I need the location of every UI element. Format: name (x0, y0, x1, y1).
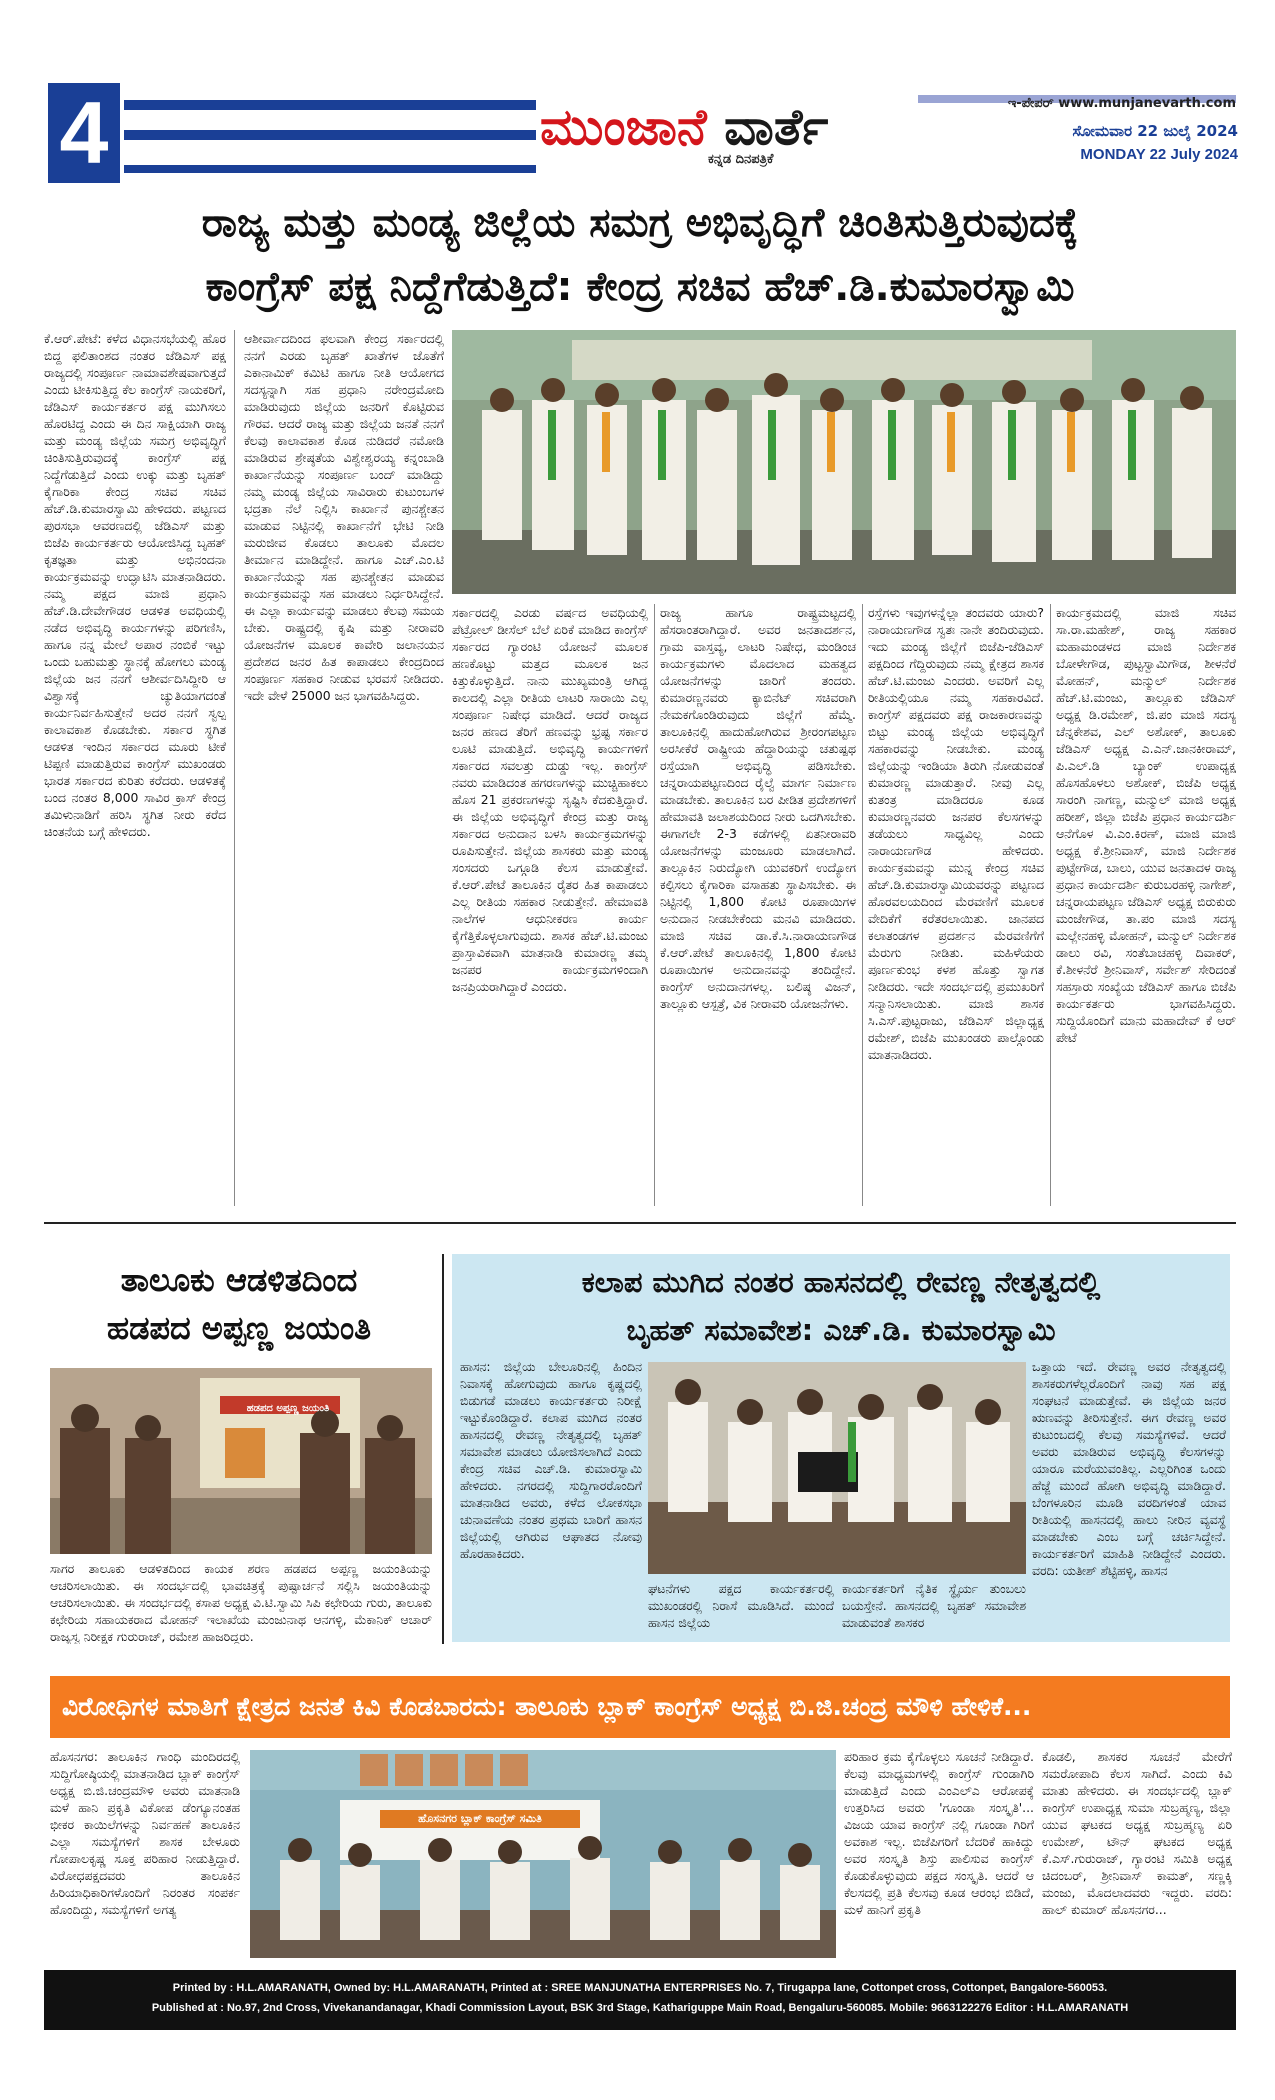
headline-line: ತಾಲೂಕು ಆಡಳಿತದಿಂದ (120, 1261, 358, 1299)
news-photo (250, 1750, 836, 1958)
page-number: 4 (48, 83, 120, 183)
headline-line: ಬೃಹತ್ ಸಮಾವೇಶ: ಎಚ್.ಡಿ. ಕುಮಾರಸ್ವಾಮಿ (626, 1313, 1056, 1347)
photo-crowd-on-stage (452, 330, 1236, 594)
column-divider (654, 604, 655, 1206)
masthead-rule (124, 165, 536, 173)
story-headline (44, 1256, 434, 1352)
news-photo (452, 330, 1236, 594)
article-column: ಕೆ.ಆರ್.ಪೇಟೆ: ಕಳೆದ ವಿಧಾನಸಭೆಯಲ್ಲಿ ಹೊರ ಬಿದ್ದ ಫಲಿತಾಂಶದ ನಂತರ ಜೆಡಿಎಸ್ ಪಕ್ಷ ರಾಜ್ಯದಲ್ಲಿ ಸಂಪೂರ್ಣ ನಾಮಾವಶೇಷವಾಗುತ್ತದೆ ಎಂದು ಟೀಕಿಸುತ್ತಿದ್ದ ಕೆಲ ಕಾಂಗ್ರೆಸ್ ನಾಯಕರಿಗೆ, ಜೆಡಿಎಸ್ ಕಾರ್ಯಕರ್ತರ ಪಕ್ಷ ಮುಗಿಸಲು ಹೊರಟಿದ್ದ ಎಂದು ಈ ದಿನ ಸಾಕ್ಷಿಯಾಗಿ ರಾಜ್ಯ ಮತ್ತು ಮಂಡ್ಯ ಜಿಲ್ಲೆಯ ಸಮಗ್ರ ಅಭಿವೃದ್ಧಿಗೆ ಚಿಂತಿಸುತ್ತಿರುವುದಕ್ಕೆ ಕಾಂಗ್ರೆಸ್ ಪಕ್ಷ ನಿದ್ದೆಗೆಡುತ್ತಿದೆ ಎಂದು ಉಕ್ಕು ಮತ್ತು ಬೃಹತ್ ಕೈಗಾರಿಕಾ ಕೇಂದ್ರ ಸಚಿವ ಸಚಿವ ಹೆಚ್.ಡಿ.ಕುಮಾರಸ್ವಾಮಿ ಹೇಳಿದರು. ಪಟ್ಟಣದ ಪುರಸಭಾ ಆವರಣದಲ್ಲಿ ಜೆಡಿಎಸ್ ಮತ್ತು ಬಿಜೆಪಿ ಕಾರ್ಯಕರ್ತರು ಆಯೋಜಿಸಿದ್ದ ಬೃಹತ್ ಕೃತಜ್ಞತಾ ಮತ್ತು ಅಭಿನಂದನಾ ಕಾರ್ಯಕ್ರಮವನ್ನು ಉದ್ಘಾಟಿಸಿ ಮಾತನಾಡಿದರು. ನಮ್ಮ ಪಕ್ಷದ ಮಾಜಿ ಪ್ರಧಾನಿ ಹೆಚ್.ಡಿ.ದೇವೇಗೌಡರ ಆಡಳಿತ ಅವಧಿಯಲ್ಲಿ ನಡೆದ ಅಭಿವೃದ್ಧಿ ಕಾರ್ಯಗಳನ್ನು ಪರಿಗಣಿಸಿ, ಹಾಗೂ ನನ್ನ ಮೇಲೆ ಅಪಾರ ನಂಬಿಕೆ ಇಟ್ಟು ಒಂದು ಬಹುಮತ್ತು ಸ್ಥಾನಕ್ಕೆ ಹೋಗಲು ಮಂಡ್ಯ ಜಿಲ್ಲೆಯ ಜನ ನನಗೆ ಆಶೀರ್ವದಿಸಿದ್ದೀರಿ ಆ ವಿಶ್ವಾಸಕ್ಕೆ ಚ್ಯುತಿಯಾಗದಂತೆ ಕಾರ್ಯನಿರ್ವಹಿಸುತ್ತೇನೆ ಅದರ ನನಗೆ ಸ್ವಲ್ಪ ಕಾಲಾವಕಾಶ ಕೊಡಬೇಕು. ಸರ್ಕಾರ ಸ್ಥಗಿತ ಆಡಳಿತ ಇಂದಿನ ಸರ್ಕಾರದ ಮೂರು ಟೀಕೆ ಟಿಪ್ಪಣಿ ಮಾಡುತ್ತಿರುವ ಕಾಂಗ್ರೆಸ್ ಮುಖಂಡರು ಭಾರತ ಸರ್ಕಾರದ ಕುರಿತು ಕರೆದರು. ಆಡಳಿತಕ್ಕೆ ಬಂದ ನಂತರ 8,000 ಸಾವಿರ ಕ್ರಾಸ್ ಕೇಂದ್ರ ತಮಿಳುನಾಡಿಗೆ ಹರಿಸಿ ಸ್ಥಗಿತ ನೀರು ಕರೆದ ಚಿಂತನೆಯ ಬಗ್ಗೆ ಹೇಳಿದರು. (44, 331, 226, 839)
headline-line: ಕಲಾಪ ಮುಗಿದ ನಂತರ ಹಾಸನದಲ್ಲಿ ರೇವಣ್ಣ ನೇತೃತ್ವದಲ್ಲಿ (581, 1265, 1101, 1299)
imprint-line: Published at : No.97, 2nd Cross, Vivekanandanagar, Khadi Commission Layout, BSK 3rd Stage, Kathariguppe Main Road, Bengaluru-560085. Mobile: 9663122276 Editor : H.L.AMARANATH (151, 2002, 1129, 2014)
photo-banner-text: ಹೊಸನಗರ ಬ್ಲಾಕ್ ಕಾಂಗ್ರೆಸ್ ಸಮಿತಿ (418, 1812, 542, 1825)
article-column: ಒತ್ತಾಯ ಇದೆ. ರೇವಣ್ಣ ಅವರ ನೇತೃತ್ವದಲ್ಲಿ ಶಾಸಕರುಗಳೆಲ್ಲರೊಂದಿಗೆ ನಾವು ಸಹ ಪಕ್ಷ ಸಂಘಟನೆ ಮಾಡುತ್ತೇವೆ. ಈ ಜಿಲ್ಲೆಯ ಜನರ ಋಣವನ್ನು ತೀರಿಸುತ್ತೇನೆ. ಈಗ ರೇವಣ್ಣ ಅವರ ಕುಟುಂಬದಲ್ಲಿ ಕೆಲವು ಸಮಸ್ಯೆಗಳಿವೆ. ಆದರೆ ಅವರು ಮಾಡಿರುವ ಅಭಿವೃದ್ಧಿ ಕೆಲಸಗಳನ್ನು ಯಾರೂ ಮರೆಯುವಂತಿಲ್ಲ. ಎಲ್ಲರಿಗಿಂತ ಒಂದು ಹೆಜ್ಜೆ ಮುಂದೆ ಹೋಗಿ ಅಭಿವೃದ್ಧಿ ಮಾಡಿದ್ದಾರೆ. ಬೆಂಗಳೂರಿನ ಮೂಡಿ ವರದಿಗಳಂತೆ ಯಾವ ರೀತಿಯಲ್ಲಿ ಹಾಸನದಲ್ಲಿ ಹಾಲು ನೀರಿನ ವ್ಯವಸ್ಥೆ ಮಾಡಬೇಕು ಎಂಬ ಬಗ್ಗೆ ಚರ್ಚಿಸಿದ್ದೇನೆ. ಕಾರ್ಯಕರ್ತರಿಗೆ ಮಾಹಿತಿ ನೀಡಿದ್ದೇನೆ ಎಂದರು. ವರದಿ: ಯತೀಶ್ ಶೆಟ್ಟಿಹಳ್ಳಿ, ಹಾಸನ (1032, 1359, 1226, 1578)
date-kannada: ಸೋಮವಾರ 22 ಜುಲೈ 2024 (1072, 122, 1238, 140)
main-headline: ರಾಜ್ಯ ಮತ್ತು ಮಂಡ್ಯ ಜಿಲ್ಲೆಯ ಸಮಗ್ರ ಅಭಿವೃದ್ಧಿಗೆ ಚಿಂತಿಸುತ್ತಿರುವುದಕ್ಕೆ (201, 200, 1079, 246)
article-column: ರಸ್ತೆಗಳು ಇವುಗಳನ್ನೆಲ್ಲಾ ತಂದವರು ಯಾರು? ನಾರಾಯಣಗೌಡ ಸ್ವತಃ ನಾನೇ ತಂದಿರುವುದು. ಇದು ಮಂಡ್ಯ ಜಿಲ್ಲೆಗೆ ಬಿಜೆಪಿ-ಜೆಡಿಎಸ್ ಪಕ್ಷದಿಂದ ಗೆದ್ದಿರುವುದು ನಮ್ಮ ಕ್ಷೇತ್ರದ ಶಾಸಕ ಹೆಚ್.ಟಿ.ಮಂಜು ಎಂದರು. ಅವರಿಗೆ ಎಲ್ಲ ರೀತಿಯಲ್ಲಿಯೂ ನಮ್ಮ ಸಹಕಾರವಿದೆ. ಕಾಂಗ್ರೆಸ್ ಪಕ್ಷದವರು ಪಕ್ಷ ರಾಜಕಾರಣವನ್ನು ಬಿಟ್ಟು ಮಂಡ್ಯ ಜಿಲ್ಲೆಯ ಅಭಿವೃದ್ಧಿಗೆ ಸಹಕಾರವನ್ನು ನೀಡಬೇಕು. ಮಂಡ್ಯ ಜಿಲ್ಲೆಯನ್ನು ಇಂಡಿಯಾ ತಿರುಗಿ ನೋಡುವಂತೆ ಕುಮಾರಣ್ಣ ಮಾಡುತ್ತಾರೆ. ನೀವು ಎಲ್ಲ ಕುತಂತ್ರ ಮಾಡಿದರೂ ಕೂಡ ಕುಮಾರಣ್ಣನವರು ಜನಪರ ಕೆಲಸಗಳನ್ನು ತಡೆಯಲು ಸಾಧ್ಯವಿಲ್ಲ ಎಂದು ನಾರಾಯಣಗೌಡ ಹೇಳಿದರು. ಕಾರ್ಯಕ್ರಮವನ್ನು ಮುನ್ನ ಕೇಂದ್ರ ಸಚಿವ ಹೆಚ್.ಡಿ.ಕುಮಾರಸ್ವಾಮಿಯವರನ್ನು ಪಟ್ಟಣದ ಹೊರವಲಯದಿಂದ ಮೆರವಣಿಗೆ ಮೂಲಕ ವೇದಿಕೆಗೆ ಕರೆತರಲಾಯಿತು. ಜಾನಪದ ಕಲಾತಂಡಗಳ ಪ್ರದರ್ಶನ ಮೆರವಣಿಗೆಗೆ ಮೆರುಗು ನೀಡಿತು. ಮಹಿಳೆಯರು ಪೂರ್ಣಕುಂಭ ಕಳಶ ಹೊತ್ತು ಸ್ವಾಗತ ನೀಡಿದರು. ಇದೇ ಸಂದರ್ಭದಲ್ಲಿ ಪ್ರಮುಖರಿಗೆ ಸನ್ಮಾನಿಸಲಾಯಿತು. ಮಾಜಿ ಶಾಸಕ ಸಿ.ಎಸ್.ಪುಟ್ಟರಾಜು, ಜೆಡಿಎಸ್ ಜಿಲ್ಲಾಧ್ಯಕ್ಷ ರಮೇಶ್, ಬಿಜೆಪಿ ಮುಖಂಡರು ಪಾಲ್ಗೊಂಡು ಮಾತನಾಡಿದರು. (868, 605, 1044, 1062)
article-column: ಕಾರ್ಯಕ್ರಮದಲ್ಲಿ ಮಾಜಿ ಸಚಿವ ಸಾ.ರಾ.ಮಹೇಶ್, ರಾಜ್ಯ ಸಹಕಾರ ಮಹಾಮಂಡಳದ ಮಾಜಿ ನಿರ್ದೇಶಕ ಬೋಳೇಗೌಡ, ಪುಟ್ಟಸ್ವಾಮಿಗೌಡ, ಶೀಳನೆರೆ ಮೋಹನ್, ಮನ್ಮುಲ್ ನಿರ್ದೇಶಕ ಹೆಚ್.ಟಿ.ಮಂಜು, ತಾಲ್ಲೂಕು ಜೆಡಿಎಸ್ ಅಧ್ಯಕ್ಷ ಡಿ.ರಮೇಶ್, ಜಿ.ಪಂ ಮಾಜಿ ಸದಸ್ಯ ಚೆನ್ನಕೇಶವ, ಎಲ್ ಅಶೋಕ್, ತಾಲೂಕು ಜೆಡಿಎಸ್ ಅಧ್ಯಕ್ಷ ಎ.ಎನ್.ಜಾನಕೀರಾಮ್, ಪಿ.ಎಲ್.ಡಿ ಬ್ಯಾಂಕ್ ಉಪಾಧ್ಯಕ್ಷ ಹೊಸಹೊಳಲು ಅಶೋಕ್, ಬಿಜೆಪಿ ಅಧ್ಯಕ್ಷ ಸಾರಂಗಿ ನಾಗಣ್ಣ, ಮನ್ಮುಲ್ ಮಾಜಿ ಅಧ್ಯಕ್ಷ ಹರೀಶ್, ಜಿಲ್ಲಾ ಬಿಜೆಪಿ ಪ್ರಧಾನ ಕಾರ್ಯದರ್ಶಿ ಆನೆಗೊಳ ವಿ.ಎಂ.ಕಿರಣ್, ಮಾಜಿ ಮಾಜಿ ಅಧ್ಯಕ್ಷ ಕೆ.ಶ್ರೀನಿವಾಸ್, ಮಾಜಿ ನಿರ್ದೇಶಕ ಪುಟ್ಟೇಗೌಡ, ಬಾಲು, ಯುವ ಜನತಾದಳ ರಾಜ್ಯ ಪ್ರಧಾನ ಕಾರ್ಯದರ್ಶಿ ಕುರುಬರಹಳ್ಳಿ ನಾಗೇಶ್, ಚನ್ನರಾಯಪಟ್ಟಣ ಜೆಡಿಎಸ್ ಅಧ್ಯಕ್ಷ ಬಿರುಕುರು ಮಂಜೇಗೌಡ, ತಾ.ಪಂ ಮಾಜಿ ಸದಸ್ಯ ಮಲ್ಲೇನಹಳ್ಳಿ ಮೋಹನ್, ಮನ್ಮುಲ್ ನಿರ್ದೇಶಕ ಡಾಲು ರವಿ, ಸಂತೆಬಾಚಹಳ್ಳಿ ದಿವಾಕರ್, ಕೆ.ಶೀಳನೆರೆ ಶ್ರೀನಿವಾಸ್, ಸರ್ವೇಶ್ ಸೇರಿದಂತೆ ಸಹಸ್ರಾರು ಸಂಖ್ಯೆಯ ಜೆಡಿಎಸ್ ಹಾಗೂ ಬಿಜೆಪಿ ಕಾರ್ಯಕರ್ತರು ಭಾಗವಹಿಸಿದ್ದರು. ಸುದ್ದಿಯೊಂದಿಗೆ ಮಾನು ಮಹಾದೇವ್ ಕೆ ಆರ್ ಪೇಟೆ (1056, 605, 1236, 1045)
story-headline (452, 1258, 1230, 1354)
photo-caption: ಕಾರ್ಯಕರ್ತರಿಗೆ ನೈತಿಕ ಸ್ಥೈರ್ಯ ತುಂಬಲು ಬಯಸ್ತೇನೆ. ಹಾಸನದಲ್ಲಿ ಬೃಹತ್ ಸಮಾವೇಶ ಮಾಡುವಂತೆ ಶಾಸಕರ (842, 1581, 1026, 1630)
imprint-footer (44, 1970, 1236, 2030)
section-divider (442, 1254, 444, 1644)
main-headline: ಕಾಂಗ್ರೆಸ್ ಪಕ್ಷ ನಿದ್ದೆಗೆಡುತ್ತಿದೆ: ಕೇಂದ್ರ ಸಚಿವ ಹೆಚ್.ಡಿ.ಕುಮಾರಸ್ವಾಮಿ (205, 264, 1075, 310)
logo-word-black: ವಾರ್ತೆ (724, 98, 829, 156)
column-divider (1050, 604, 1051, 1206)
column-divider (234, 330, 235, 1206)
article-column: ಪರಿಹಾರ ಕ್ರಮ ಕೈಗೊಳ್ಳಲು ಸೂಚನೆ ನೀಡಿದ್ದಾರೆ. ಕೆಲವು ಮಾಧ್ಯಮಗಳಲ್ಲಿ ಕಾಂಗ್ರೆಸ್ ಗುಂಡಾಗಿರಿ ಮಾಡುತ್ತಿದೆ ಎಂದು ಎಂಎಲ್ಎ ಆರೋಪಕ್ಕೆ ಉತ್ತರಿಸಿದ ಅವರು 'ಗೂಂಡಾ ಸಂಸ್ಕೃತಿ'... ವಿಜಯ ಯಾವ ಕಾಂಗ್ರೆಸ್ ನಲ್ಲಿ ಗೂಂಡಾ ಗಿರಿಗೆ ಅವಕಾಶ ಇಲ್ಲ. ಬಿಜೆಪಿಗರಿಗೆ ಬೆದರಿಕೆ ಹಾಕಿದ್ದು ಅವರ ಸಂಸ್ಕೃತಿ ಶಿಸ್ತು ಪಾಲಿಸುವ ಕಾಂಗ್ರೆಸ್ ಕೊಡುಕೊಳ್ಳುವುದು ಪಕ್ಷದ ಸಂಸ್ಕೃತಿ. ಆದರೆ ಆ ಕೆಲಸದಲ್ಲಿ ಪ್ರತಿ ಕೆಲಸವು ಕೂಡ ಆರಂಭ ಬಿಡಿದೆ, ಮಳೆ ಹಾನಿಗೆ ಪ್ರಕೃತಿ (844, 1749, 1034, 1917)
newspaper-logo (540, 96, 880, 158)
epaper-link[interactable]: ಇ-ಪೇಪರ್ www.munjanevarth.com (1007, 96, 1236, 111)
headline-line: ಹಡಪದ ಅಪ್ಪಣ್ಣ ಜಯಂತಿ (106, 1309, 372, 1347)
photo-caption: ಘಟನೆಗಳು ಪಕ್ಷದ ಕಾರ್ಯಕರ್ತರಲ್ಲಿ ಮುಖಂಡರಲ್ಲಿ ನಿರಾಸೆ ಮೂಡಿಸಿದೆ. ಮುಂದೆ ಹಾಸನ ಜಿಲ್ಲೆಯ (648, 1581, 834, 1630)
column-divider (862, 604, 863, 1206)
photo-banner-text: ಹಡಪದ ಅಪ್ಪಣ್ಣ ಜಯಂತಿ (246, 1403, 330, 1414)
article-column: ರಾಜ್ಯ ಹಾಗೂ ರಾಷ್ಟ್ರಮಟ್ಟದಲ್ಲಿ ಹೆಸರಾಂತರಾಗಿದ್ದಾರೆ. ಅವರ ಜನತಾದರ್ಶನ, ಗ್ರಾಮ ವಾಸ್ತವ್ಯ, ಲಾಟರಿ ನಿಷೇಧ, ಮಂಡಿಂಚ ಕಾರ್ಯಕ್ರಮಗಳು ಮೊದಲಾದ ಮಹತ್ವದ ಯೋಜನೆಗಳನ್ನು ಜಾರಿಗೆ ತಂದರು. ಕುಮಾರಣ್ಣನವರು ಕ್ಯಾಬಿನೆಟ್ ಸಚಿವರಾಗಿ ನೇಮಕಗೊಂಡಿರುವುದು ಜಿಲ್ಲೆಗೆ ಹೆಮ್ಮೆ. ತಾಲೂಕಿನಲ್ಲಿ ಹಾದುಹೋಗಿರುವ ಶ್ರೀರಂಗಪಟ್ಟಣ ಅರಸೀಕೆರೆ ರಾಷ್ಟ್ರೀಯ ಹೆದ್ದಾರಿಯನ್ನು ಚತುಷ್ಪಥ ರಸ್ತೆಯಾಗಿ ಅಭಿವೃದ್ಧಿ ಪಡಿಸಬೇಕು. ಚನ್ನರಾಯಪಟ್ಟಣದಿಂದ ರೈಲ್ವೆ ಮಾರ್ಗ ನಿರ್ಮಾಣ ಮಾಡಬೇಕು. ತಾಲೂಕಿನ ಬರ ಪೀಡಿತ ಪ್ರದೇಶಗಳಿಗೆ ಹೇಮಾವತಿ ಜಲಾಶಯದಿಂದ ನೀರು ಒದಗಿಸಬೇಕು. ಈಗಾಗಲೇ 2-3 ಕಡೆಗಳಲ್ಲಿ ಏತನೀರಾವರಿ ಯೋಜನೆಗಳನ್ನು ಮಂಜೂರು ಮಾಡಲಾಗಿದೆ. ತಾಲ್ಲೂಕಿನ ನಿರುದ್ಯೋಗಿ ಯುವಕರಿಗೆ ಉದ್ಯೋಗ ಕಲ್ಪಿಸಲು ಕೈಗಾರಿಕಾ ವಸಾಹತು ಸ್ಥಾಪಿಸಬೇಕು. ಈ ನಿಟ್ಟಿನಲ್ಲಿ 1,800 ಕೋಟಿ ರೂಪಾಯಿಗಳ ಅನುದಾನ ನೀಡಬೇಕೆಂದು ಮನವಿ ಮಾಡಿದರು. ಮಾಜಿ ಸಚಿವ ಡಾ.ಕೆ.ಸಿ.ನಾರಾಯಣಗೌಡ ಕೆ.ಆರ್.ಪೇಟೆ ತಾಲೂಕಿನಲ್ಲಿ 1,800 ಕೋಟಿ ರೂಪಾಯಿಗಳ ಅನುದಾನವನ್ನು ತಂದಿದ್ದೇನೆ. ಕಾಂಗ್ರೆಸ್ ಅನುದಾನಗಳಲ್ಲ. ಬಲಿಷ್ಠ ವಿಜನ್, ತಾಲ್ಲೂಕು ಆಸ್ಪತ್ರೆ, ವಿಕ ನೀರಾವರಿ ಯೋಜನೆಗಳು. (660, 605, 856, 1011)
story-headline: ವಿರೋಧಿಗಳ ಮಾತಿಗೆ ಕ್ಷೇತ್ರದ ಜನತೆ ಕಿವಿ ಕೊಡಬಾರದು: ತಾಲೂಕು ಬ್ಲಾಕ್ ಕಾಂಗ್ರೆಸ್ ಅಧ್ಯಕ್ಷ ಬಿ.ಜಿ.ಚಂದ್ರ ಮೌಳಿ ಹೇಳಿಕೆ... (62, 1692, 1032, 1721)
masthead-rule (124, 130, 536, 140)
article-column: ಕೊಡಲಿ, ಶಾಸಕರ ಸೂಚನೆ ಮೇರೆಗೆ ಸಮರೋಪಾದಿ ಕೆಲಸ ಸಾಗಿದೆ. ಎಂದು ಕಿವಿ ಮಾತು ಹೇಳಿದರು. ಈ ಸಂದರ್ಭದಲ್ಲಿ ಬ್ಲಾಕ್ ಕಾಂಗ್ರೆಸ್ ಉಪಾಧ್ಯಕ್ಷ ಸುಮಾ ಸುಬ್ರಹ್ಮಣ್ಯ, ಜಿಲ್ಲಾ ಯುವ ಘಟಕದ ಅಧ್ಯಕ್ಷ ಸುಬ್ರಹ್ಮಣ್ಯ ಏರಿ ಉಮೇಶ್, ಟೌನ್ ಘಟಕದ ಅಧ್ಯಕ್ಷ ಕೆ.ಎಸ್.ಗುರುರಾಜ್, ಗ್ಯಾರಂಟಿ ಸಮಿತಿ ಅಧ್ಯಕ್ಷ ಚಿದಂಬರ್, ಶ್ರೀನಿವಾಸ್ ಕಾಮತ್, ಸಣ್ಣಕ್ಕಿ ಮಂಜು, ಮೊದಲಾದವರು ಇದ್ದರು. ವರದಿ: ಹಾಲ್ ಕುಮಾರ್ ಹೊಸನಗರ... (1042, 1749, 1232, 1917)
logo-word-red: ಮುಂಜಾನೆ (540, 98, 707, 156)
photo-congress-press-meet (250, 1750, 836, 1958)
imprint-line: Printed by : H.L.AMARANATH, Owned by: H.L.AMARANATH, Printed at : SREE MANJUNATHA ENTERPRISES No. 7, Tirugappa lane, Cottonpet cross, Cottonpet, Bangalore-560053. (172, 1982, 1108, 1994)
photo-jayanti-program (50, 1368, 432, 1554)
article-column: ಹೊಸನಗರ: ತಾಲೂಕಿನ ಗಾಂಧಿ ಮಂದಿರದಲ್ಲಿ ಸುದ್ದಿಗೋಷ್ಠಿಯಲ್ಲಿ ಮಾತನಾಡಿದ ಬ್ಲಾಕ್ ಕಾಂಗ್ರೆಸ್ ಅಧ್ಯಕ್ಷ ಬಿ.ಜಿ.ಚಂದ್ರಮೌಳಿ ಅವರು ಮಾತನಾಡಿ ಮಳೆ ಹಾನಿ ಪ್ರಕೃತಿ ವಿಕೋಪ ಡೆಂಗ್ಯೂನಂತಹ ಭೀಕರ ಕಾಯಿಲೆಗಳನ್ನು ನಿರ್ವಹಣೆ ತಾಲೂಕಿನ ಎಲ್ಲಾ ಸಮಸ್ಯೆಗಳಿಗೆ ಶಾಸಕ ಬೇಳೂರು ಗೋಪಾಲಕೃಷ್ಣ ಸೂಕ್ತ ಪರಿಹಾರ ನೀಡುತ್ತಿದ್ದಾರೆ. ವಿರೋಧಪಕ್ಷದವರು ತಾಲೂಕಿನ ಹಿರಿಯಾಧಿಕಾರಿಗಳೊಂದಿಗೆ ನಿರಂತರ ಸಂಪರ್ಕ ಹೊಂದಿದ್ದು, ಸಮಸ್ಯೆಗಳಿಗೆ ಅಗತ್ಯ (50, 1749, 240, 1917)
article-column: ಹಾಸನ: ಜಿಲ್ಲೆಯ ಬೇಲೂರಿನಲ್ಲಿ ಹಿಂದಿನ ನಿವಾಸಕ್ಕೆ ಹೋಗುವುದು ಹಾಗೂ ಕೃಷ್ಣದಲ್ಲಿ ಬಿಡುಗಡೆ ಮಾಡಲು ಕಾರ್ಯಕರ್ತರು ನಿರೀಕ್ಷೆ ಇಟ್ಟುಕೊಂಡಿದ್ದಾರೆ. ಕಲಾಪ ಮುಗಿದ ನಂತರ ಹಾಸನದಲ್ಲಿ ರೇವಣ್ಣ ನೇತೃತ್ವದಲ್ಲಿ ಬೃಹತ್ ಸಮಾವೇಶ ಮಾಡಲು ಯೋಜಿಸಲಾಗಿದೆ ಎಂದು ಕೇಂದ್ರ ಸಚಿವ ಎಚ್.ಡಿ. ಕುಮಾರಸ್ವಾಮಿ ಹೇಳಿದರು. ನಗರದಲ್ಲಿ ಸುದ್ದಿಗಾರರೊಂದಿಗೆ ಮಾತನಾಡಿದ ಅವರು, ಕಳೆದ ಲೋಕಸಭಾ ಚುನಾವಣೆಯ ನಂತರ ಪ್ರಥಮ ಬಾರಿಗೆ ಹಾಸನ ಜಿಲ್ಲೆಯಲ್ಲಿ ಆಗಿರುವ ಆಘಾತದ ನೋವು ಹೊರಹಾಕಿದರು. (460, 1359, 642, 1561)
masthead-rule (124, 100, 536, 110)
section-divider (44, 1222, 1236, 1224)
story-body: ಸಾಗರ ತಾಲೂಕು ಆಡಳಿತದಿಂದ ಕಾಯಕ ಶರಣ ಹಡಪದ ಅಪ್ಪಣ್ಣ ಜಯಂತಿಯನ್ನು ಆಚರಿಸಲಾಯಿತು. ಈ ಸಂದರ್ಭದಲ್ಲಿ ಭಾವಚಿತ್ರಕ್ಕೆ ಪುಷ್ಪಾರ್ಚನೆ ಸಲ್ಲಿಸಿ ಜಯಂತಿಯನ್ನು ಆಚರಿಸಲಾಯಿತು. ಈ ಸಂದರ್ಭದಲ್ಲಿ ಕಸಾಪ ಅಧ್ಯಕ್ಷ ವಿ.ಟಿ.ಸ್ವಾಮಿ ಸಿಪಿ ಕಛೇರಿಯ ಗುರು, ತಾಲೂಕು ಕಛೇರಿಯ ಸಹಾಯಕರಾದ ಮೋಹನ್ ಇಲಾಖೆಯ ಮಂಜುನಾಥ ಆನಗಳ್ಳಿ, ಮೆಕಾನಿಕ್ ಆಚಾರ್ ರಾಜ್ಯಸ್ವ ನಿರೀಕ್ಷಕ ಗುರುರಾಜ್, ರಮೇಶ ಹಾಜರಿದ್ದರು. (50, 1561, 432, 1644)
newspaper-subtitle: ಕನ್ನಡ ದಿನಪತ್ರಿಕೆ (708, 152, 774, 167)
photo-press-meet (648, 1362, 1026, 1574)
date-english: MONDAY 22 July 2024 (1080, 146, 1238, 163)
article-column: ಆಶೀರ್ವಾದದಿಂದ ಫಲವಾಗಿ ಕೇಂದ್ರ ಸರ್ಕಾರದಲ್ಲಿ ನನಗೆ ಎರಡು ಬೃಹತ್ ಖಾತೆಗಳ ಜೊತೆಗೆ ಎಕಾನಾಮಿಕ್ ಕಮಿಟಿ ಹಾಗೂ ನೀತಿ ಆಯೋಗದ ಸದಸ್ಯನ್ನಾಗಿ ಸಹ ಪ್ರಧಾನಿ ನರೇಂದ್ರಮೋದಿ ಮಾಡಿರುವುದು ಜಿಲ್ಲೆಯ ಜನರಿಗೆ ಕೊಟ್ಟಿರುವ ಗೌರವ. ಆದರೆ ರಾಜ್ಯ ಮತ್ತು ಜಿಲ್ಲೆಯ ಜನತೆ ನನಗೆ ಕೆಲವು ಕಾಲಾವಕಾಶ ಕೊಡ ನುಡಿದರೆ ನಮೋಡಿ ಮಾಡಿರುವ ಶ್ರೇಷ್ಠತೆಯ ವಿಶ್ವೇಶ್ವರಯ್ಯ ಕನ್ನಂಬಾಡಿ ಕಾರ್ಖಾನೆಯನ್ನು ಸಂಪೂರ್ಣ ಬಂದ್ ಮಾಡಿದ್ದು ನಮ್ಮ ಮಂಡ್ಯ ಜಿಲ್ಲೆಯ ಸಾವಿರಾರು ಕುಟುಂಬಗಳ ಭದ್ರತಾ ನೆಲೆ ನಿಲ್ಲಿಸಿ ಕಾರ್ಖಾನೆ ಪುನಶ್ಚೇತನ ಮಾಡುವ ನಿಟ್ಟಿನಲ್ಲಿ ಕಾರ್ಖಾನೆಗೆ ಭೇಟಿ ನೀಡಿ ಮರುಜೀವ ಕೊಡಲು ತಾಲೂಕು ಮೊದಲ ತೀರ್ಮಾನ ಮಾಡಿದ್ದೇನೆ. ಹಾಗೂ ಎಚ್.ಎಂ.ಟಿ ಕಾರ್ಖಾನೆಯನ್ನು ಸಹ ಪುನಶ್ಚೇತನ ಮಾಡುವ ಕಾರ್ಯಕ್ರಮವನ್ನು ಸಹ ಮಾಡಲು ನಿರ್ಧರಿಸಿದ್ದೇನೆ. ಈ ಎಲ್ಲಾ ಕಾರ್ಯವನ್ನು ಮಾಡಲು ಕೆಲವು ಸಮಯ ಬೇಕು. ರಾಷ್ಟ್ರದಲ್ಲಿ ಕೃಷಿ ಮತ್ತು ನೀರಾವರಿ ಯೋಜನೆಗಳ ಮೂಲಕ ಕಾವೇರಿ ಜಲಾನಯನ ಪ್ರದೇಶದ ಜನರ ಹಿತ ಕಾಪಾಡಲು ಕೇಂದ್ರದಿಂದ ಸಂಪೂರ್ಣ ಸಹಕಾರ ನೀಡುವ ಭರವಸೆ ನೀಡಿದರು. ಇದೇ ವೇಳೆ 25000 ಜನ ಭಾಗವಹಿಸಿದ್ದರು. (244, 331, 444, 703)
article-column: ಸರ್ಕಾರದಲ್ಲಿ ಎರಡು ವರ್ಷದ ಅವಧಿಯಲ್ಲಿ ಪೆಟ್ರೋಲ್ ಡೀಸೆಲ್ ಬೆಲೆ ಏರಿಕೆ ಮಾಡಿದ ಕಾಂಗ್ರೆಸ್ ಸರ್ಕಾರದ ಗ್ಯಾರಂಟಿ ಯೋಜನೆ ಮೂಲಕ ಹಣಕೊಟ್ಟು ಮತ್ತದ ಮೂಲಕ ಜನ ಕಿತ್ತುಕೊಳ್ಳುತ್ತಿದೆ. ನಾನು ಮುಖ್ಯಮಂತ್ರಿ ಆಗಿದ್ದ ಕಾಲದಲ್ಲಿ ಎಲ್ಲಾ ರೀತಿಯ ಲಾಟರಿ ಸಾರಾಯಿ ಎಲ್ಲ ಸಂಪೂರ್ಣ ನಿಷೇಧ ಮಾಡಿದೆ. ಆದರೆ ರಾಜ್ಯದ ಜನರ ಹಣದ ತೆರಿಗೆ ಹಣವನ್ನು ಭ್ರಷ್ಟ ಸರ್ಕಾರ ಲೂಟಿ ಮಾಡುತ್ತಿದೆ. ಅಭಿವೃದ್ಧಿ ಕಾರ್ಯಗಳಿಗೆ ಸರ್ಕಾರದ ಸವಲತ್ತು ದುಡ್ಡು ಇಲ್ಲ. ಕಾಂಗ್ರೆಸ್ ನವರು ಮಾಡಿದಂತ ಹಗರಣಗಳನ್ನು ಮುಚ್ಚಿಹಾಕಲು ಹೊಸ 21 ಪ್ರಕರಣಗಳನ್ನು ಸೃಷ್ಟಿಸಿ ಕೆದಕುತ್ತಿದ್ದಾರೆ. ಈ ಜಿಲ್ಲೆಯ ಅಭಿವೃದ್ಧಿಗೆ ಕೇಂದ್ರ ಮತ್ತು ರಾಜ್ಯ ಸರ್ಕಾರದ ಅನುದಾನ ಬಳಸಿ ಕಾರ್ಯಕ್ರಮಗಳನ್ನು ರೂಪಿಸುತ್ತೇನೆ. ಜಿಲ್ಲೆಯ ಶಾಸಕರು ಮತ್ತು ಮಂಡ್ಯ ಸಂಸದರು ಒಗ್ಗೂಡಿ ಕೆಲಸ ಮಾಡುತ್ತೇವೆ. ಕೆ.ಆರ್.ಪೇಟೆ ತಾಲೂಕಿನ ರೈತರ ಹಿತ ಕಾಪಾಡಲು ಎಲ್ಲ ರೀತಿಯ ಸಹಕಾರ ನೀಡುತ್ತೇನೆ. ಹೇಮಾವತಿ ನಾಲೆಗಳ ಆಧುನೀಕರಣ ಕಾರ್ಯ ಕೈಗೆತ್ತಿಕೊಳ್ಳಲಾಗುವುದು. ಶಾಸಕ ಹೆಚ್.ಟಿ.ಮಂಜು ಪ್ರಾಸ್ತಾವಿಕವಾಗಿ ಮಾತನಾಡಿ ಕುಮಾರಣ್ಣ ತಮ್ಮ ಜನಪರ ಕಾರ್ಯಕ್ರಮಗಳಿಂದಾಗಿ ಜನಪ್ರಿಯರಾಗಿದ್ದಾರೆ ಎಂದರು. (452, 605, 648, 994)
news-photo (50, 1368, 432, 1554)
news-photo (648, 1362, 1026, 1574)
